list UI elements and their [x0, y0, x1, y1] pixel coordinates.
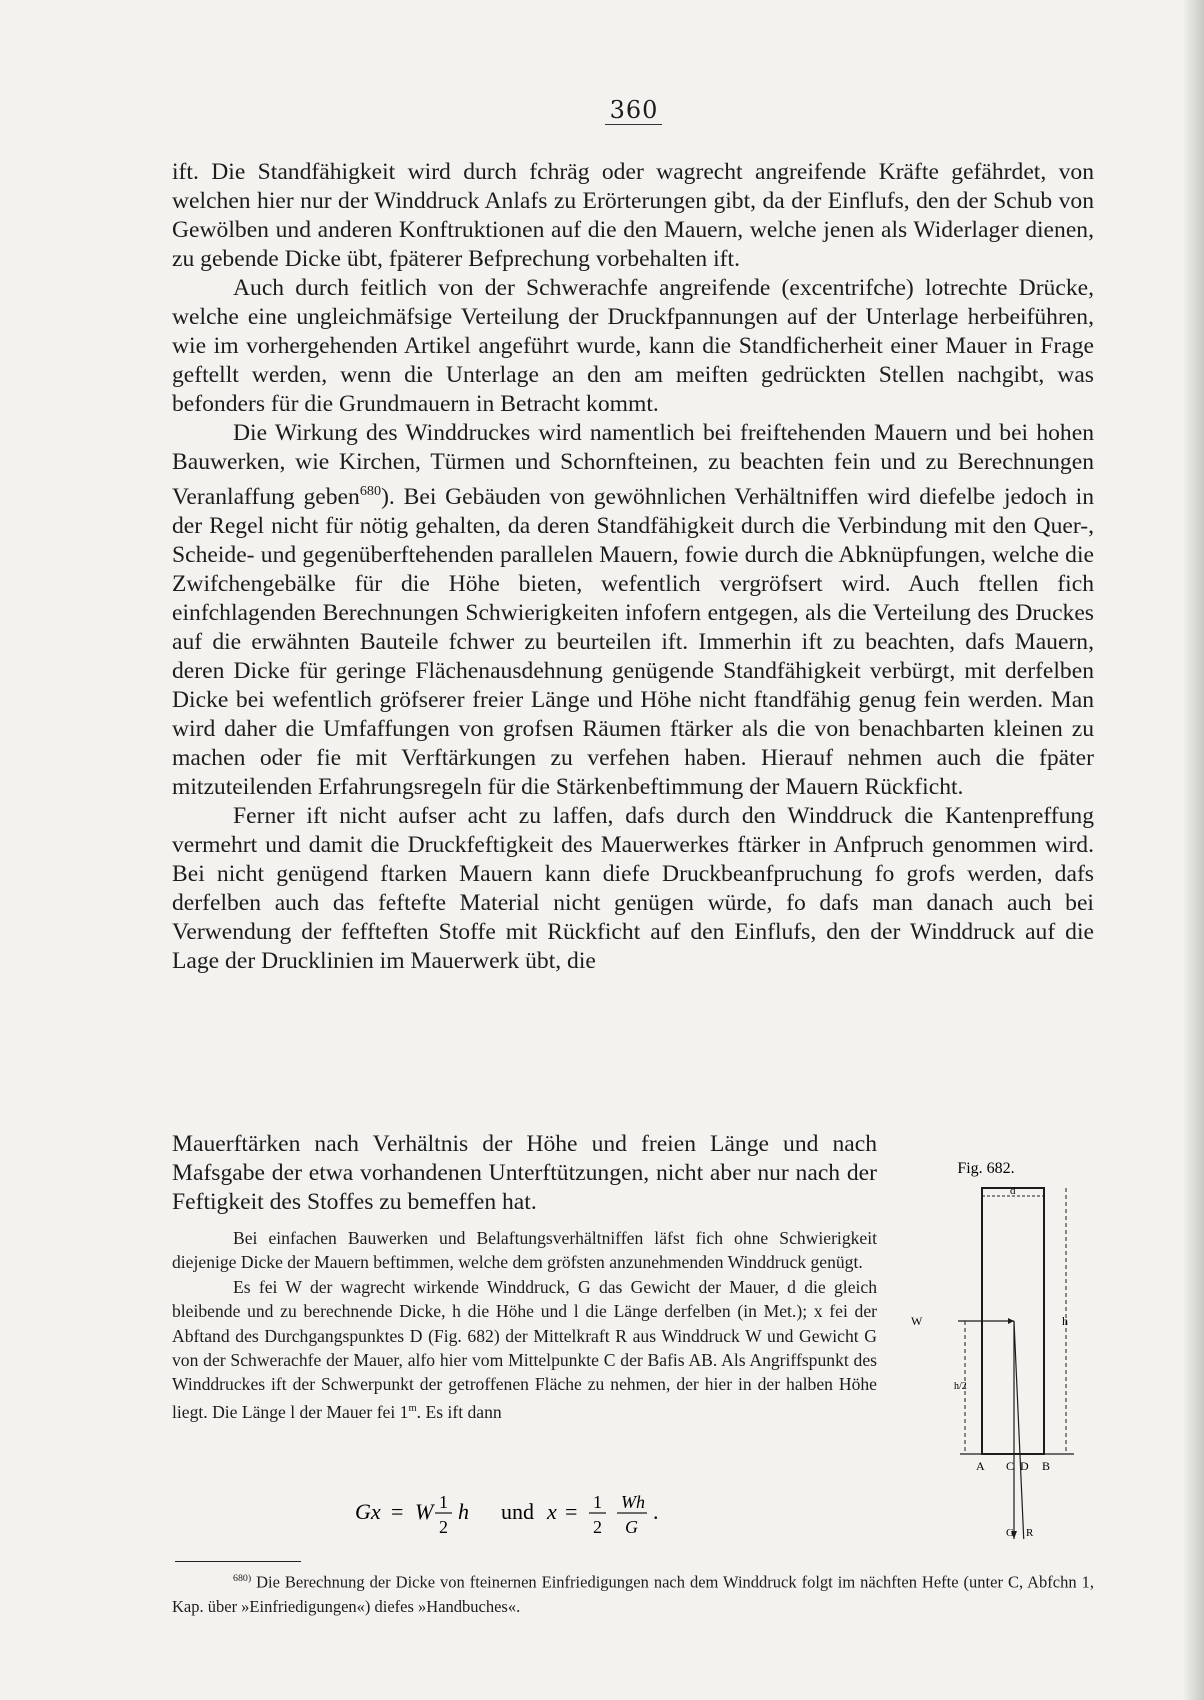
paragraph-3-part-2: ). Bei Gebäuden von gewöhnlichen Verhältniffen wird diefelbe jedoch in der Regel nicht für nötig gehalten, da deren Standfähigkeit durch die Verbindung mit den Quer-, Scheide- und gegenüberftehenden parallelen Mauern, fowie durch die Abknüpfungen, welche die Zwifchengebälke für die Höhe bieten, wefentlich vergröfsert wird. Auch ftellen fich einfchlagenden Berechnungen Schwierigkeiten infofern entgegen, als die Verteilung des Druckes auf die erwähnten Bauteile fchwer zu beurteilen ift. Immerhin ift zu beachten, dafs Mauern, deren Dicke für geringe Flächenausdehnung genügende Standfähigkeit verbürgt, mit derfelben Dicke bei wefentlich gröfserer freier Länge und Höhe nicht ftandfähig genug fein werden. Man wird daher die Umfaffungen von grofsen Räumen ftärker als die von benachbarten kleinen zu machen oder fie mit Verftärkungen zu verfehen haben. Hierauf nehmen auch die fpäter mitzuteilenden Erfahrungsregeln für die Stärkenbeftimmung der Mauern Rückficht. — [172, 483, 1094, 800]
label-d: d — [1010, 1185, 1016, 1197]
label-r: R — [1026, 1527, 1034, 1539]
formula-gx: Gx — [355, 1499, 381, 1524]
resultant-line — [1014, 1321, 1024, 1539]
label-h: h — [1062, 1314, 1068, 1328]
small-paragraph-2-end: . Es ift dann — [416, 1401, 502, 1422]
formula-und: und — [501, 1499, 534, 1524]
small-text — [172, 1226, 877, 1424]
formula — [355, 1488, 735, 1548]
unit-superscript: m — [408, 1402, 417, 1414]
formula-period: . — [653, 1499, 659, 1524]
small-paragraph-1: Bei einfachen Bauwerken und Belaftungsverhältniffen läfst fich ohne Schwierigkeit diejenige Dicke der Mauern beftimmen, welche dem gröfsten anzunehmenden Winddruck genügt. — [172, 1228, 877, 1273]
formula-h: h — [458, 1499, 469, 1524]
formula-g: G — [625, 1517, 638, 1537]
footnote — [172, 1567, 1094, 1619]
label-g: G — [1006, 1527, 1014, 1539]
formula-equals-2: = — [565, 1499, 578, 1524]
figure-682 — [902, 1157, 1102, 1539]
label-h2: h/2 — [954, 1381, 967, 1392]
footnote-reference: 680 — [359, 483, 382, 499]
formula-x: x — [547, 1499, 557, 1524]
paragraph-5: Mauerftärken nach Verhältnis der Höhe und freien Länge und nach Mafsgabe der etwa vorhandenen Unterftützungen, nicht aber nur nach der Feftigkeit des Stoffes zu bemeffen hat. — [172, 1131, 877, 1215]
formula-w: W — [415, 1499, 434, 1524]
footnote-rule — [175, 1561, 301, 1562]
footnote-number: 680) — [233, 1573, 252, 1584]
main-text — [172, 158, 1094, 976]
label-d-point: D — [1020, 1459, 1029, 1473]
paragraph-1: ift. Die Standfähigkeit wird durch fchräg oder wagrecht angreifende Kräfte gefährdet, von welchen hier nur der Winddruck Anlafs zu Erörterungen gibt, da der Einflufs, den der Schub von Gewölben und anderen Konftruktionen auf die den Mauern, welche jenen als Widerlager dienen, zu gebende Dicke übt, fpäterer Befprechung vorbehalten ift. — [172, 159, 1094, 272]
wind-arrowhead — [1008, 1318, 1014, 1324]
label-c: C — [1006, 1459, 1015, 1473]
label-w: W — [911, 1314, 923, 1328]
formula-wh: Wh — [621, 1492, 645, 1512]
formula-one-2: 1 — [593, 1492, 602, 1512]
figure-caption: Fig. 682. — [957, 1160, 1015, 1177]
paragraph-4: Ferner ift nicht aufser acht zu laffen, dafs durch den Winddruck die Kantenpreffung vermehrt und damit die Druckfeftigkeit des Mauerwerkes ftärker in Anfpruch genommen wird. Bei nicht genügend ftarken Mauern kann diefe Druckbeanfpruchung fo grofs werden, dafs derfelben auch das feftefte Material nicht genügen würde, fo dafs man danach auch bei Verwendung der feffteften Stoffe mit Rückficht auf den Einflufs, den der Winddruck auf die Lage der Drucklinien im Mauerwerk übt, die — [172, 802, 1094, 974]
paragraph-3 — [172, 419, 1094, 802]
page-number: 360 — [609, 96, 659, 124]
label-a: A — [976, 1459, 985, 1473]
narrow-text — [172, 1130, 877, 1217]
page-edge-shadow — [1182, 0, 1204, 1700]
paragraph-3-part-1: Die Wirkung des Winddruckes wird namentlich bei freiftehenden Mauern und bei hohen Bauwerken, wie Kirchen, Türmen und Schornfteinen, zu beachten fein und zu Berechnungen Veranlaffung geben — [172, 420, 1094, 510]
page-number-rule — [605, 124, 662, 125]
footnote-body: Die Berechnung der Dicke von fteinernen Einfriedigungen nach dem Winddruck folgt im nächften Hefte (unter C, Abfchn 1, Kap. über »Einfriedigungen«) diefes »Handbuches«. — [172, 1572, 1094, 1616]
small-paragraph-2 — [172, 1275, 877, 1424]
small-paragraph-2-text: Es fei W der wagrecht wirkende Winddruck, G das Gewicht der Mauer, d die gleich bleibende und zu berechnende Dicke, h die Höhe und l die Länge derfelben (in Met.); x fei der Abftand des Durchgangspunktes D (Fig. 682) der Mittelkraft R aus Winddruck W und Gewicht G von der Schwerachfe der Mauer, alfo hier vom Mittelpunkte C der Bafis AB. Als Angriffspunkt des Winddruckes ift der Schwerpunkt der getroffenen Fläche zu nehmen, der hier in der halben Höhe liegt. Die Länge l der Mauer fei 1 — [172, 1276, 877, 1422]
formula-two-2: 2 — [593, 1517, 602, 1537]
formula-equals-1: = — [391, 1499, 404, 1524]
formula-two-1: 2 — [439, 1517, 448, 1537]
paragraph-2: Auch durch feitlich von der Schwerachfe angreifende (excentrifche) lotrechte Drücke, welche eine ungleichmäfsige Verteilung der Druckfpannungen auf der Unterlage herbeiführen, wie im vorhergehenden Artikel angeführt wurde, kann die Standficherheit einer Mauer in Frage geftellt werden, wenn die Unterlage an den am meiften gedrückten Stellen nachgibt, was befonders für die Grundmauern in Betracht kommt. — [172, 275, 1094, 417]
formula-one-1: 1 — [439, 1492, 448, 1512]
label-b: B — [1042, 1459, 1051, 1473]
footnote-text — [172, 1567, 1094, 1619]
